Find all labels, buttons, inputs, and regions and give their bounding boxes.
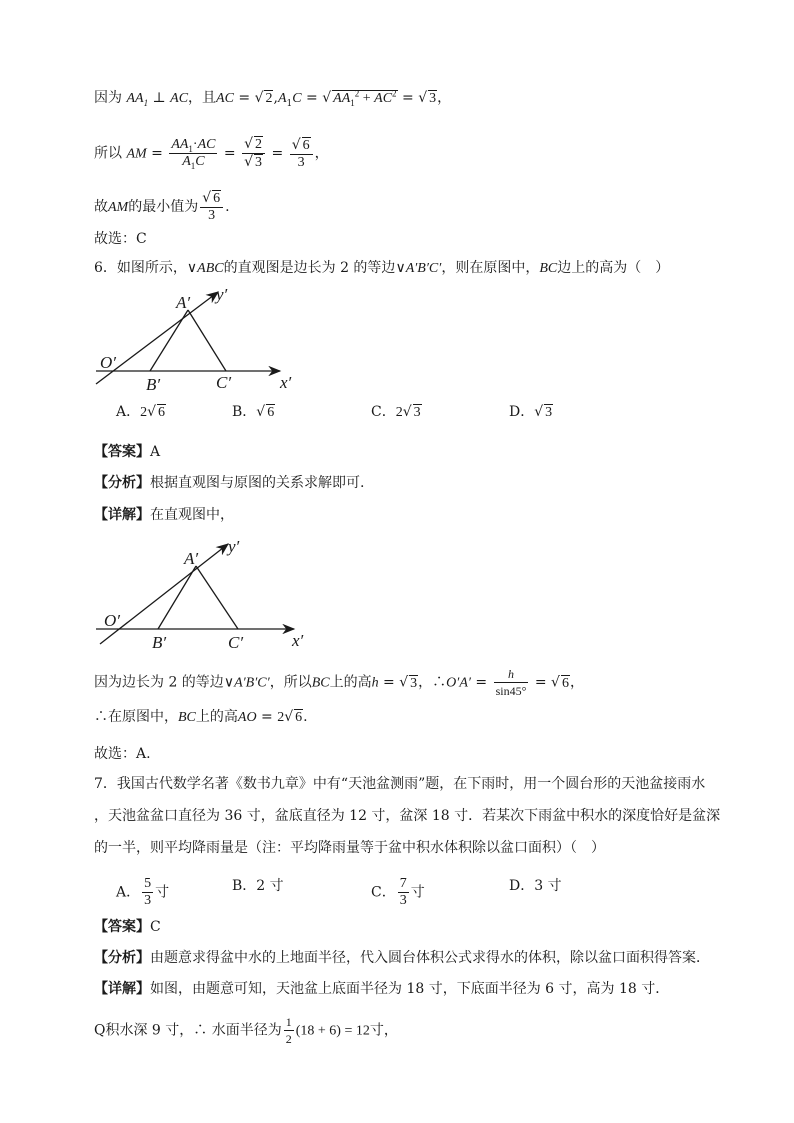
q7-option-b[interactable]: B．2 寸 — [232, 878, 284, 894]
q6-stem: 6．如图所示，∨ABC的直观图是边长为 2 的等边∨A′B′C′，则在原图中，BC边上的高为（ ） — [94, 260, 670, 276]
q6-figure-oblique-triangle — [94, 282, 314, 394]
q6-answer: 【答案】A — [94, 444, 161, 460]
solution-line-1: 因为 $AA_1$ ⊥ AC，且AC = √ $2,A_1C$ = √ $AA_1^2 + AC^2$ = √ 3， — [94, 88, 452, 109]
label-y: y′ — [216, 285, 228, 304]
q7-detail-line-1: Q积水深 9 寸，∴ 水面半径为 $\frac{1}{2}$ (18 + 6) = 12寸， — [94, 1015, 398, 1046]
q6-option-a[interactable]: A．2√ 6 — [116, 404, 166, 420]
q7-option-a[interactable]: A． $\frac{5}{3}$ 寸 — [116, 876, 170, 908]
q7-stem-line-2: ，天池盆盆口直径为 36 寸，盆底直径为 12 寸，盆深 18 寸．若某次下雨盆中积水的深度恰好是盆深 — [94, 808, 721, 824]
side-a-b — [158, 566, 196, 629]
q6-choice: 故选：A. — [94, 746, 151, 762]
q6-detail-figure — [94, 534, 324, 652]
choice-line-1: 故选：C — [94, 231, 147, 247]
q7-option-d[interactable]: D．3 寸 — [509, 878, 562, 894]
label-a: A′ — [176, 293, 191, 312]
q7-stem-line-3: 的一半，则平均降雨量是（注：平均降雨量等于盆中积水体积除以盆口面积）（ ） — [94, 840, 605, 856]
q6-option-b[interactable]: B．√ 6 — [232, 404, 275, 420]
side-a-c — [196, 566, 238, 629]
label-o: O′ — [100, 353, 116, 372]
label-c: C′ — [216, 373, 232, 392]
q6-detail: 【详解】在直观图中， — [94, 507, 234, 523]
label-y: y′ — [228, 537, 240, 556]
q6-analysis: 【分析】根据直观图与原图的关系求解即可. — [94, 475, 365, 491]
q7-detail: 【详解】如图，由题意可知，天池盆上底面半径为 18 寸，下底面半径为 6 寸，高为 18 寸． — [94, 981, 670, 997]
q6-option-c[interactable]: C．2√ 3 — [371, 404, 421, 420]
label-x: x′ — [280, 373, 292, 392]
q7-analysis: 【分析】由题意求得盆中水的上地面半径，代入圆台体积公式求得水的体积，除以盆口面积得答案． — [94, 950, 710, 966]
q7-answer: 【答案】C — [94, 919, 161, 935]
label-b: B′ — [146, 375, 161, 394]
side-a-c — [188, 310, 226, 371]
label-a: A′ — [184, 549, 199, 568]
solution-line-2: 所以 AM = $\frac{AA_1\cdot AC}{A_1C}$ = $\frac{√ 2}{√ 3}$ = $\frac{√ 6}{3}$ ， — [94, 136, 329, 171]
q6-detail-line-2: ∴在原图中，BC上的高AO = 2√ 6. — [94, 709, 308, 725]
label-o: O′ — [104, 611, 120, 630]
label-x: x′ — [292, 631, 304, 650]
label-c: C′ — [228, 633, 244, 652]
side-a-b — [150, 310, 188, 371]
q6-detail-line-1: 因为边长为 2 的等边∨A′B′C′，所以BC上的高h = √ 3，∴O′A′ = $\frac{h}{\sin 45^\circ}$ = √ 6， — [94, 667, 584, 698]
q6-option-d[interactable]: D．√ 3 — [509, 404, 553, 420]
q7-option-c[interactable]: C． $\frac{7}{3}$ 寸 — [371, 876, 425, 908]
solution-line-3: 故AM的最小值为 $\frac{√ 6}{3}$ . — [94, 190, 230, 223]
label-b: B′ — [152, 633, 167, 652]
q7-stem-line-1: 7．我国古代数学名著《数书九章》中有“天池盆测雨”题，在下雨时，用一个圆台形的天池盆接雨水 — [94, 776, 706, 792]
